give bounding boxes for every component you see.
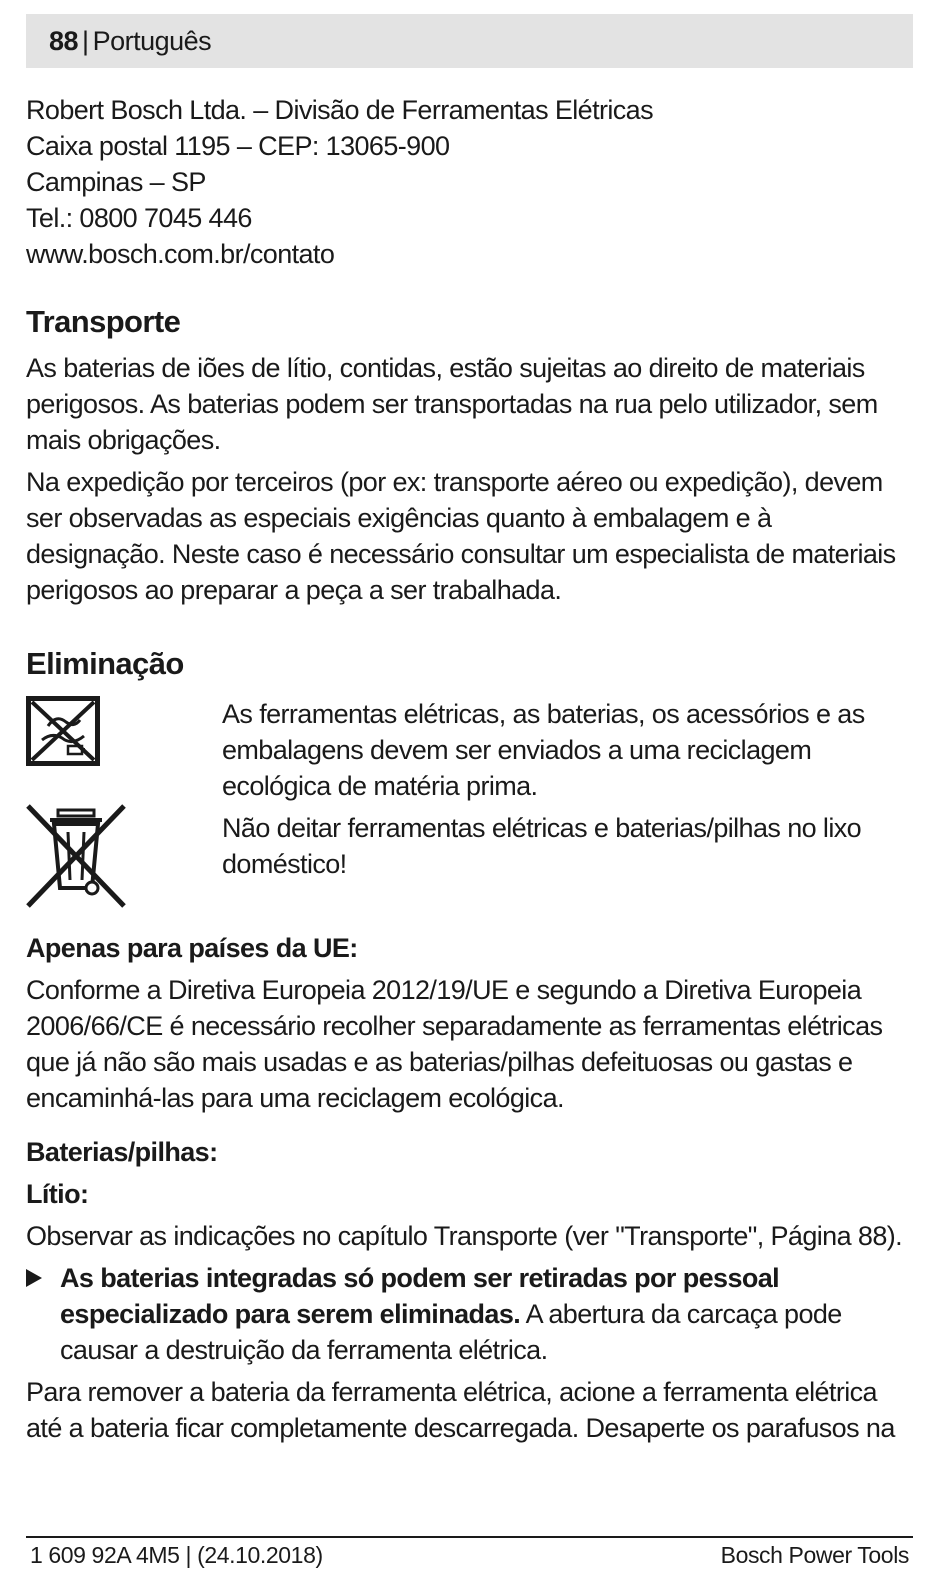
transport-paragraph: Na expedição por terceiros (por ex: transporte aéreo ou expedição), devem ser observadas as especiais exigências quanto à embalagem e à designação. Neste caso é necessário consultar um especialista de materiais perigosos ao preparar a peça a ser trabalhada. bbox=[26, 467, 896, 605]
address-line: Caixa postal 1195 – CEP: 13065-900 bbox=[26, 131, 450, 161]
eu-paragraph: Conforme a Diretiva Europeia 2012/19/UE e segundo a Diretiva Europeia 2006/66/CE é necessário recolher separadamente as ferramentas elétricas que já não são mais usadas e as baterias/pilhas defeituosas ou gastas e encaminhá-las para uma reciclagem ecológica. bbox=[26, 975, 883, 1113]
batteries-section bbox=[26, 1134, 913, 1446]
warning-text: A abertura da carcaça pode causar a destruição da ferramenta elétrica. bbox=[60, 1299, 842, 1365]
address-line: Campinas – SP bbox=[26, 167, 206, 197]
address-url: www.bosch.com.br/contato bbox=[26, 239, 335, 269]
page-footer bbox=[26, 1536, 913, 1569]
batteries-heading: Baterias/pilhas: bbox=[26, 1137, 218, 1167]
transport-heading: Transporte bbox=[26, 304, 181, 339]
address-line: Tel.: 0800 7045 446 bbox=[26, 203, 252, 233]
disposal-section bbox=[26, 644, 913, 918]
warning-bold-text: As baterias integradas só podem ser retiradas por pessoal especializado para serem eliminadas. bbox=[60, 1263, 780, 1329]
page-header bbox=[26, 14, 913, 68]
warning-bullet bbox=[26, 1260, 913, 1368]
crossed-bin-icon bbox=[26, 802, 126, 910]
disposal-heading: Eliminação bbox=[26, 646, 184, 681]
removal-paragraph: Para remover a bateria da ferramenta elétrica, acione a ferramenta elétrica até a bateria ficar completamente descarregada. Desaperte os parafusos na bbox=[26, 1377, 895, 1443]
header-language: Português bbox=[92, 25, 212, 56]
battery-disposal-icon bbox=[26, 696, 100, 766]
lithium-heading: Lítio: bbox=[26, 1179, 89, 1209]
page-number: 88 bbox=[49, 25, 79, 56]
bullet-triangle-icon bbox=[26, 1269, 42, 1287]
disposal-icons bbox=[26, 696, 222, 918]
manual-page bbox=[26, 14, 913, 1446]
footer-brand: Bosch Power Tools bbox=[720, 1542, 909, 1568]
transport-section bbox=[26, 302, 913, 608]
footer-doc-code: 1 609 92A 4M5 | (24.10.2018) bbox=[30, 1542, 323, 1568]
address-line: Robert Bosch Ltda. – Divisão de Ferramentas Elétricas bbox=[26, 95, 653, 125]
lithium-paragraph: Observar as indicações no capítulo Transporte (ver "Transporte", Página 88). bbox=[26, 1221, 903, 1251]
disposal-paragraph: As ferramentas elétricas, as baterias, os acessórios e as embalagens devem ser enviados a uma reciclagem ecológica de matéria prima. bbox=[222, 699, 865, 801]
address-block bbox=[26, 92, 913, 272]
disposal-paragraph: Não deitar ferramentas elétricas e baterias/pilhas no lixo doméstico! bbox=[222, 813, 862, 879]
eu-heading: Apenas para países da UE: bbox=[26, 933, 358, 963]
header-separator: | bbox=[82, 25, 89, 56]
transport-paragraph: As baterias de iões de lítio, contidas, estão sujeitas ao direito de materiais perigosos. As baterias podem ser transportadas na rua pelo utilizador, sem mais obrigações. bbox=[26, 353, 878, 455]
eu-section bbox=[26, 930, 913, 1116]
